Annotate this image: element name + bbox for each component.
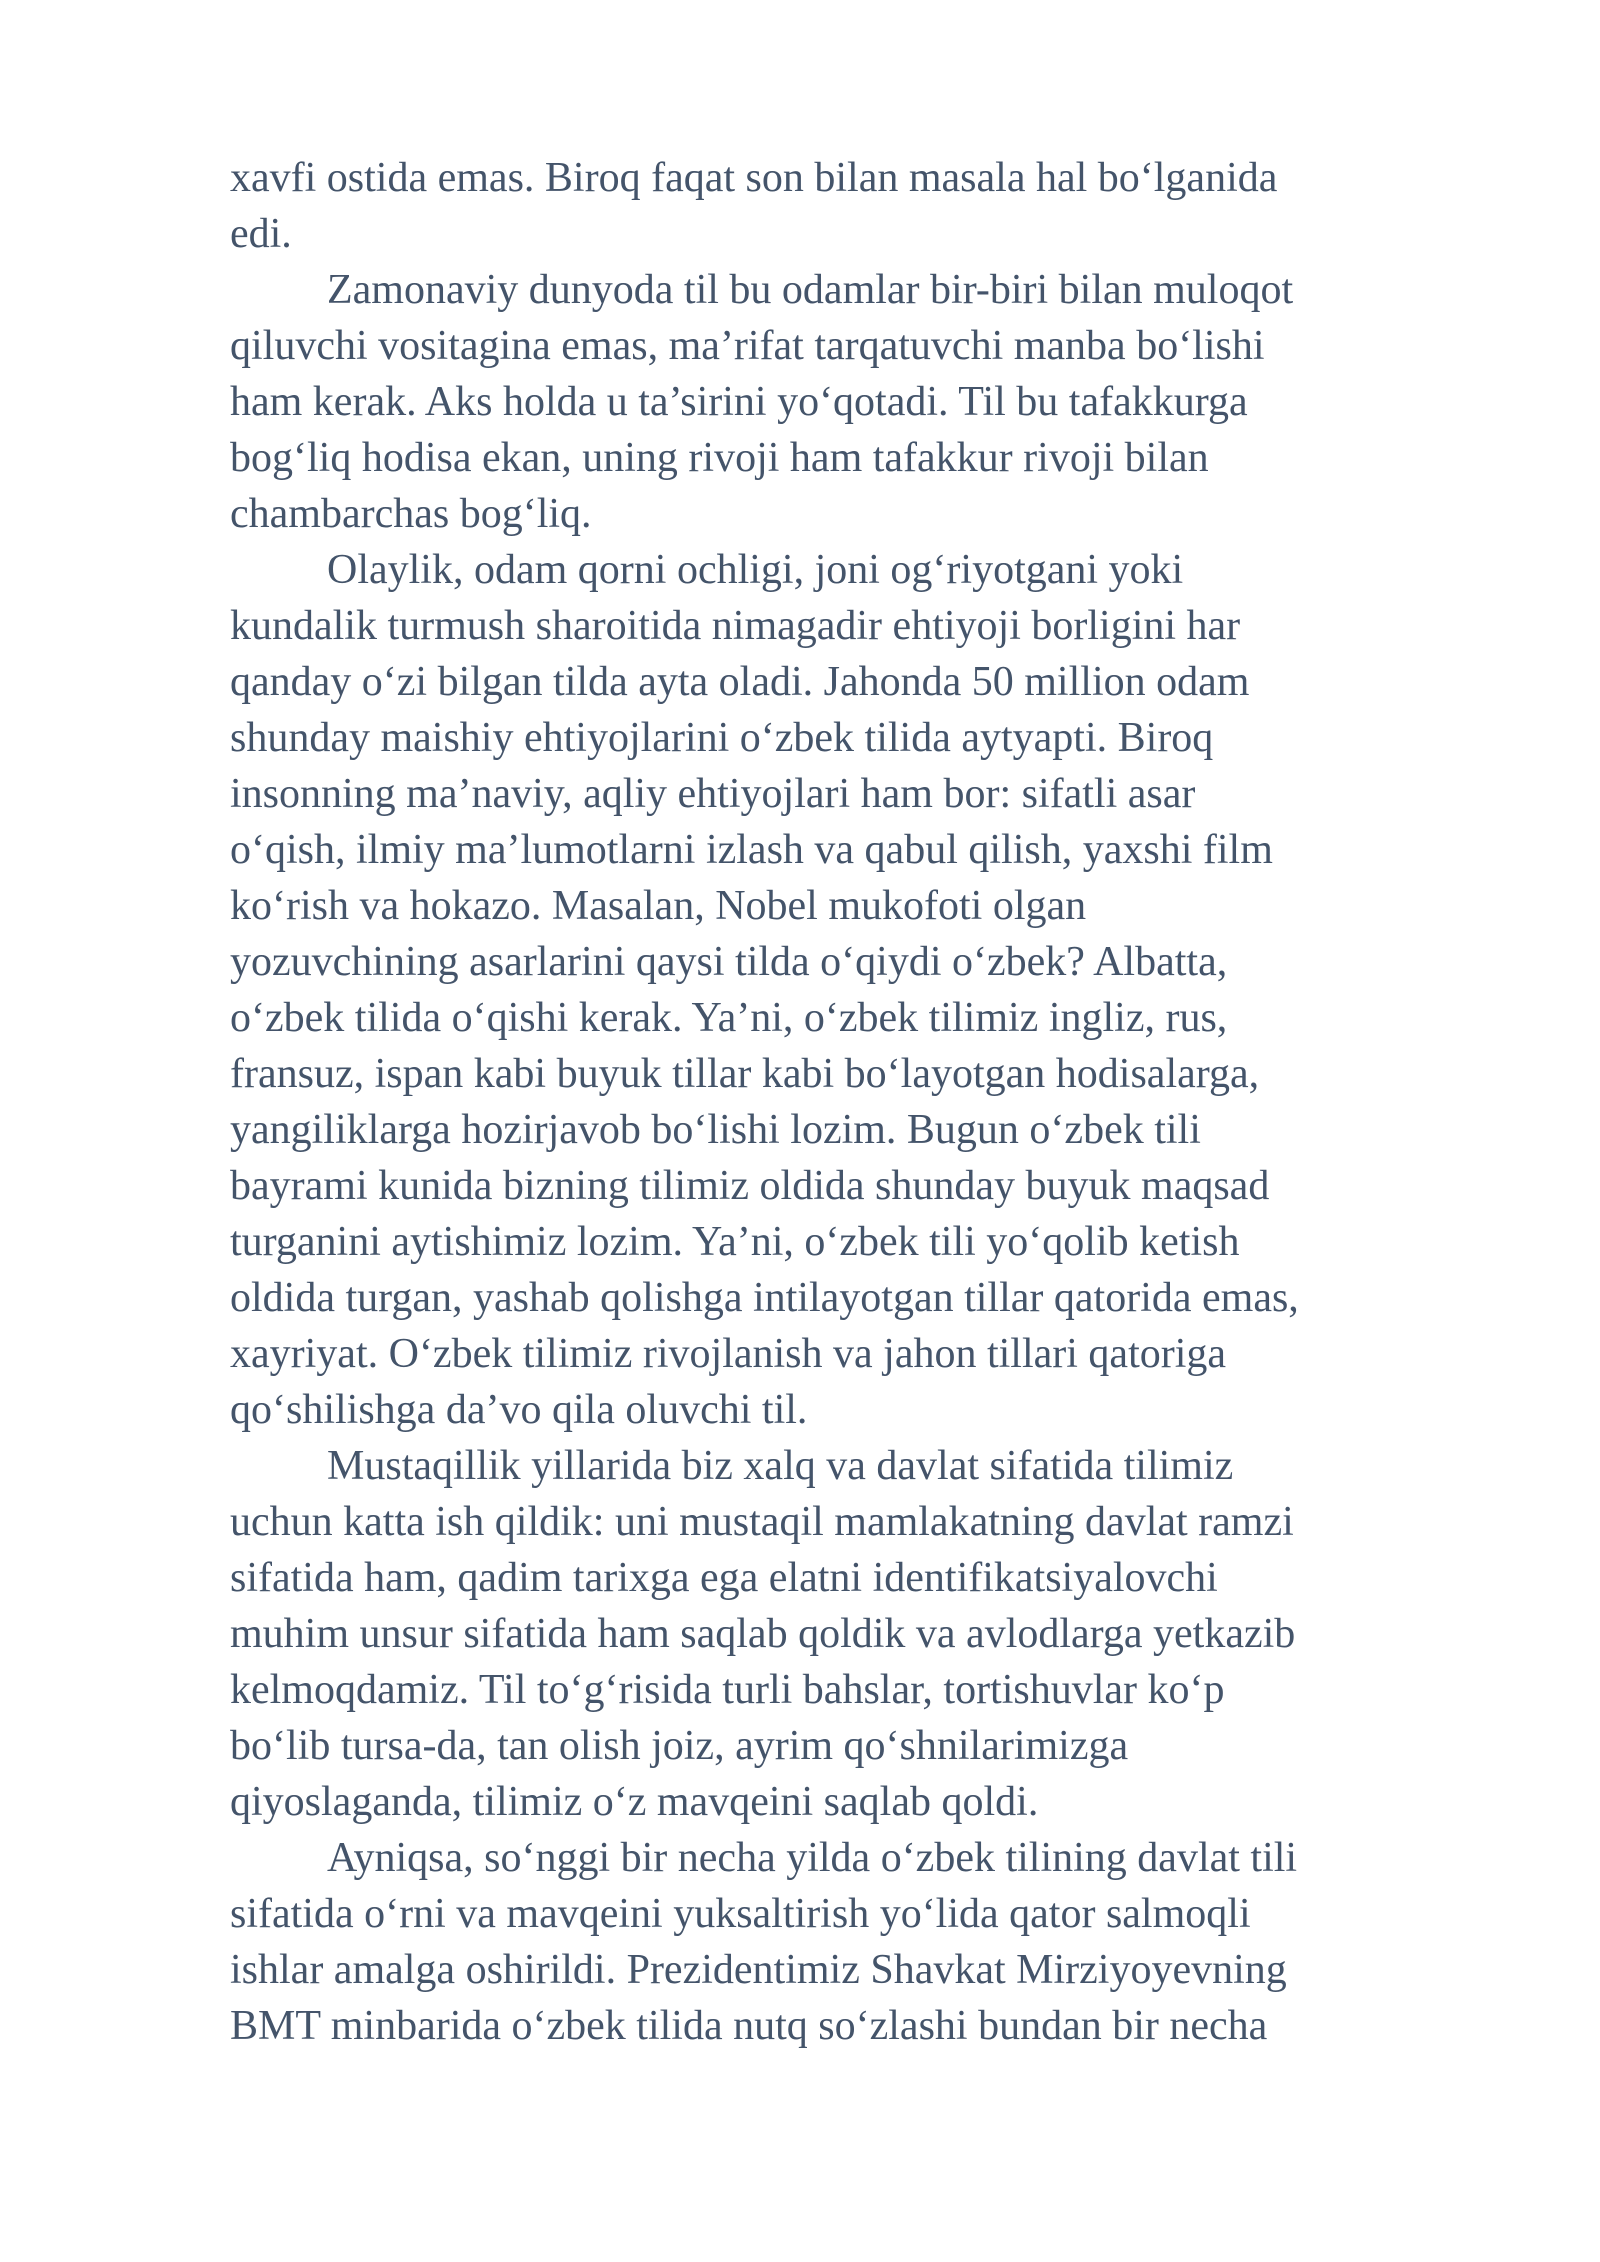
text-line: o‘zbek tilida o‘qishi kerak. Ya’ni, o‘zbek tilimiz ingliz, rus, <box>230 995 1228 1041</box>
text-line: sifatida ham, qadim tarixga ega elatni identifikatsiyalovchi <box>230 1555 1218 1601</box>
paragraph-first-line: Olaylik, odam qorni ochligi, joni og‘riyotgani yoki <box>327 547 1184 593</box>
text-line: uchun katta ish qildik: uni mustaqil mamlakatning davlat ramzi <box>230 1499 1294 1545</box>
text-line: muhim unsur sifatida ham saqlab qoldik va avlodlarga yetkazib <box>230 1611 1296 1657</box>
text-line: qanday o‘zi bilgan tilda ayta oladi. Jahonda 50 million odam <box>230 659 1250 705</box>
text-line: ishlar amalga oshirildi. Prezidentimiz Shavkat Mirziyoyevning <box>230 1947 1287 1993</box>
text-line: bayrami kunida bizning tilimiz oldida shunday buyuk maqsad <box>230 1163 1270 1209</box>
text-line: bog‘liq hodisa ekan, uning rivoji ham tafakkur rivoji bilan <box>230 435 1209 481</box>
text-line: kelmoqdamiz. Til to‘g‘risida turli bahslar, tortishuvlar ko‘p <box>230 1667 1225 1713</box>
paragraph-first-line: Zamonaviy dunyoda til bu odamlar bir-biri bilan muloqot <box>327 267 1294 313</box>
text-line: turganini aytishimiz lozim. Ya’ni, o‘zbek tili yo‘qolib ketish <box>230 1219 1240 1265</box>
text-line: fransuz, ispan kabi buyuk tillar kabi bo‘layotgan hodisalarga, <box>230 1051 1260 1097</box>
text-line: qiluvchi vositagina emas, ma’rifat tarqatuvchi manba bo‘lishi <box>230 323 1265 369</box>
paragraph-first-line: Mustaqillik yillarida biz xalq va davlat sifatida tilimiz <box>327 1443 1234 1489</box>
text-line: xayriyat. O‘zbek tilimiz rivojlanish va jahon tillari qatoriga <box>230 1331 1227 1377</box>
text-line: yangiliklarga hozirjavob bo‘lishi lozim. Bugun o‘zbek tili <box>230 1107 1201 1153</box>
text-line: kundalik turmush sharoitida nimagadir ehtiyoji borligini har <box>230 603 1241 649</box>
text-line: BMT minbarida o‘zbek tilida nutq so‘zlashi bundan bir necha <box>230 2003 1268 2049</box>
text-line: ham kerak. Aks holda u ta’sirini yo‘qotadi. Til bu tafakkurga <box>230 379 1248 425</box>
text-line: ko‘rish va hokazo. Masalan, Nobel mukofoti olgan <box>230 883 1087 929</box>
text-line: oldida turgan, yashab qolishga intilayotgan tillar qatorida emas, <box>230 1275 1299 1321</box>
text-line: xavfi ostida emas. Biroq faqat son bilan masala hal bo‘lganida <box>230 155 1278 201</box>
text-line: insonning ma’naviy, aqliy ehtiyojlari ham bor: sifatli asar <box>230 771 1196 817</box>
document-body-text <box>230 150 1480 2054</box>
paragraph-first-line: Ayniqsa, so‘nggi bir necha yilda o‘zbek tilining davlat tili <box>327 1835 1298 1881</box>
text-line: sifatida o‘rni va mavqeini yuksaltirish yo‘lida qator salmoqli <box>230 1891 1251 1937</box>
text-line: yozuvchining asarlarini qaysi tilda o‘qiydi o‘zbek? Albatta, <box>230 939 1228 985</box>
text-line: o‘qish, ilmiy ma’lumotlarni izlash va qabul qilish, yaxshi film <box>230 827 1273 873</box>
text-line: chambarchas bog‘liq. <box>230 491 592 537</box>
text-line: shunday maishiy ehtiyojlarini o‘zbek tilida aytyapti. Biroq <box>230 715 1214 761</box>
text-line: bo‘lib tursa-da, tan olish joiz, ayrim qo‘shnilarimizga <box>230 1723 1129 1769</box>
text-line: qo‘shilishga da’vo qila oluvchi til. <box>230 1387 808 1433</box>
text-line: qiyoslaganda, tilimiz o‘z mavqeini saqlab qoldi. <box>230 1779 1039 1825</box>
text-line: edi. <box>230 211 292 257</box>
